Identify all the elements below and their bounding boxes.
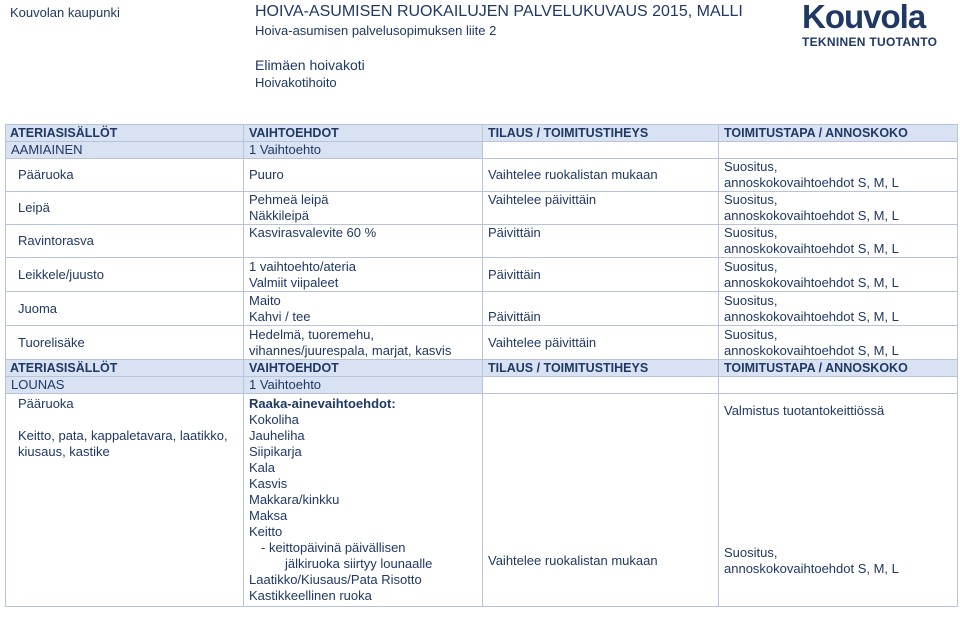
meal-item: Leikkele/juusto: [6, 258, 244, 292]
meal-option: [244, 192, 483, 225]
option-text: Maksa: [249, 508, 288, 523]
section-row-lunch: [6, 377, 958, 394]
table-header-row: [6, 125, 958, 142]
meal-service-table: [5, 124, 958, 607]
organization-name: Kouvolan kaupunki: [10, 5, 120, 20]
document-title: HOIVA-ASUMISEN RUOKAILUJEN PALVELUKUVAUS 2015, MALLI: [255, 3, 743, 20]
options-heading: Raaka-ainevaihtoehdot:: [249, 396, 396, 411]
meal-delivery: [719, 159, 958, 192]
option-text: Näkkileipä: [249, 208, 309, 223]
meal-delivery: [719, 225, 958, 258]
option-text: vihannes/juurespala, marjat, kasvis: [249, 342, 452, 358]
delivery-line: Suositus,: [724, 545, 778, 560]
option-text: Valmiit viipaleet: [249, 274, 339, 290]
option-text: 1 vaihtoehto/ateria: [249, 258, 356, 274]
option-text: Laatikko/Kiusaus/Pata Risotto: [249, 572, 422, 587]
soup-note: jälkiruoka siirtyy lounaalle: [285, 556, 433, 571]
column-header: TOIMITUSTAPA / ANNOSKOKO: [719, 125, 958, 142]
meal-item-detail: Keitto, pata, kappaletavara, laatikko, kiusaus, kastike: [18, 428, 228, 459]
meal-frequency: Vaihtelee ruokalistan mukaan: [483, 159, 719, 192]
option-text: Kasvirasvalevite 60 %: [249, 225, 377, 240]
table-row: [6, 258, 958, 292]
delivery-line: Suositus,: [724, 192, 778, 207]
delivery-line: annoskokovaihtoehdot S, M, L: [724, 342, 899, 358]
section-option-count: 1 Vaihtoehto: [244, 142, 483, 159]
table-row: [6, 225, 958, 258]
meal-item: Tuorelisäke: [6, 326, 244, 360]
meal-option: [244, 159, 483, 192]
meal-frequency: Päivittäin: [483, 258, 719, 292]
delivery-line: Suositus,: [724, 258, 778, 274]
table-row: [6, 394, 958, 607]
delivery-line: annoskokovaihtoehdot S, M, L: [724, 208, 899, 223]
section-option-count: 1 Vaihtoehto: [244, 377, 483, 394]
delivery-line: annoskokovaihtoehdot S, M, L: [724, 274, 899, 290]
option-text: Kala: [249, 460, 276, 475]
option-text: Jauheliha: [249, 428, 305, 443]
meal-item-name: Pääruoka: [18, 396, 74, 411]
column-header: TOIMITUSTAPA / ANNOSKOKO: [719, 360, 958, 377]
meal-delivery: [719, 394, 958, 607]
section-row-breakfast: [6, 142, 958, 159]
delivery-line: Suositus,: [724, 326, 778, 342]
meal-item: [6, 394, 244, 607]
column-header: TILAUS / TOIMITUSTIHEYS: [483, 125, 719, 142]
meal-option: [244, 394, 483, 607]
delivery-line: annoskokovaihtoehdot S, M, L: [724, 308, 899, 324]
option-text: Pehmeä leipä: [249, 192, 329, 207]
meal-frequency: Päivittäin: [483, 292, 719, 326]
logo-tagline: TEKNINEN TUOTANTO: [802, 35, 938, 49]
kouvola-logo: [802, 0, 952, 50]
meal-delivery: [719, 192, 958, 225]
logo-wordmark: Kouvola: [802, 0, 926, 35]
document-subtitle: Hoiva-asumisen palvelusopimuksen liite 2: [255, 23, 497, 38]
meal-option: [244, 292, 483, 326]
meal-frequency: Vaihtelee päivittäin: [483, 326, 719, 360]
meal-item: Pääruoka: [6, 159, 244, 192]
column-header: ATERIASISÄLLÖT: [6, 125, 244, 142]
meal-frequency: Vaihtelee ruokalistan mukaan: [483, 394, 719, 607]
option-text: Hedelmä, tuoremehu,: [249, 326, 375, 342]
section-name: AAMIAINEN: [6, 142, 244, 159]
column-header: VAIHTOEHDOT: [244, 360, 483, 377]
delivery-line: annoskokovaihtoehdot S, M, L: [724, 175, 899, 190]
meal-item: Ravintorasva: [6, 225, 244, 258]
option-text: Kokoliha: [249, 412, 299, 427]
meal-option: [244, 326, 483, 360]
meal-option: [244, 225, 483, 258]
delivery-line: Suositus,: [724, 292, 778, 308]
meal-item: Leipä: [6, 192, 244, 225]
column-header: ATERIASISÄLLÖT: [6, 360, 244, 377]
delivery-line: Suositus,: [724, 225, 778, 240]
option-text: Keitto: [249, 524, 283, 539]
production-note: Valmistus tuotantokeittiössä: [724, 403, 885, 418]
meal-delivery: [719, 326, 958, 360]
delivery-line: annoskokovaihtoehdot S, M, L: [724, 561, 899, 576]
unit-name: Elimäen hoivakoti: [255, 57, 365, 73]
table-row: [6, 159, 958, 192]
column-header: TILAUS / TOIMITUSTIHEYS: [483, 360, 719, 377]
column-header: VAIHTOEHDOT: [244, 125, 483, 142]
meal-delivery: [719, 258, 958, 292]
meal-delivery: [719, 292, 958, 326]
option-text: Puuro: [249, 167, 284, 182]
table-row: [6, 292, 958, 326]
unit-type: Hoivakotihoito: [255, 75, 337, 90]
section-name: LOUNAS: [6, 377, 244, 394]
meal-option: [244, 258, 483, 292]
option-text: Makkara/kinkku: [249, 492, 340, 507]
option-text: Maito: [249, 292, 281, 308]
meal-frequency: Vaihtelee päivittäin: [483, 192, 719, 225]
table-row: [6, 192, 958, 225]
delivery-line: Suositus,: [724, 159, 778, 174]
meal-item: Juoma: [6, 292, 244, 326]
delivery-line: annoskokovaihtoehdot S, M, L: [724, 241, 899, 256]
option-text: Kahvi / tee: [249, 308, 311, 324]
option-text: Siipikarja: [249, 444, 302, 459]
soup-note: - keittopäivinä päivällisen: [261, 540, 406, 555]
meal-frequency: Päivittäin: [483, 225, 719, 258]
table-row: [6, 326, 958, 360]
option-text: Kasvis: [249, 476, 288, 491]
table-header-row: [6, 360, 958, 377]
option-text: Kastikkeellinen ruoka: [249, 588, 372, 603]
